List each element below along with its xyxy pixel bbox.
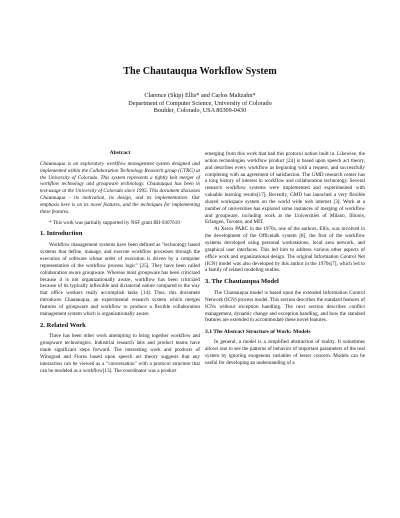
left-column xyxy=(40,150,200,374)
right-column xyxy=(205,151,365,366)
paper-title: The Chautauqua Workflow System xyxy=(123,66,277,77)
author-affiliation: Department of Computer Science, University of Colorado xyxy=(128,99,272,107)
subsection-heading-abstract-structure: 3.1 The Abstract Structure of Work: Models xyxy=(205,329,311,336)
abstract-body: Chautauqua is an exploratory workflow management system designed and implemented within the Collaboration Technology Research group (CTRG) at the University of Colorado. This system represents a tightly knit merger of workflow technology and groupware technology. Chautauqua has been in test-usage at the University of Colorado since 1995. This document discusses Chautauqua - its motivation, its design, and its implementation. Our emphasis here is on its novel features, and the techniques for implementing these features. xyxy=(40,160,200,215)
author-block xyxy=(0,92,400,115)
section-heading-chautauqua-model: 3. The Chautauqua Model xyxy=(205,278,279,286)
related-work-paragraph: There has been other work attempting to bring together workflow and groupware technologies. Industrial research labs and product teams have made significant steps forward. The interesting work and products of Winograd and Flores based upon speech act theory suggests that any interaction can be viewed as a "conversation" with a protocol structure that can be modeled as a workflow[13]. The coordinator was a product xyxy=(40,333,200,374)
funding-footnote: * This work was partially supported by NSF grant IRI-9307619 xyxy=(49,219,180,226)
author-names: Clarence (Skip) Ellis* and Carlos Maltzahn* xyxy=(144,92,256,99)
section-heading-introduction: 1. Introduction xyxy=(40,230,83,238)
abstract-structure-paragraph: In general, a model is a simplified abstraction of reality. It sometimes allows one to see the patterns of behavior of important parameters of the real system by ignoring exogenous variables of lesser concern. Models can be useful for developing an understanding of a xyxy=(205,339,365,366)
introduction-paragraph: Workflow management systems have been defined as "technology based systems that define, manage, and execute workflow processes through the execution of software whose order of execution is driven by a computer representation of the workflow process logic" [25]. They have been called collaboration aware groupware. Whereas most groupware has been criticized because it is not organizationally aware, workflow has been criticized because of its typically inflexible and dictatorial nature compared to the way that office workers really accomplish tasks [14]. Thus, this document introduces Chautauqua, an experimental research system which merges features of groupware and workflow to produce a flexible collaboration management system which is organizationally aware. xyxy=(40,242,200,317)
abstract-heading: Abstract xyxy=(109,150,131,156)
author-address: Boulder, Colorado, USA 80309-0430 xyxy=(153,107,247,115)
related-work-continuation: emerging from this work that had this protocol notion built in. Likewise, the action technologies workflow product [24] is based upon speech act theory, and describes every workflow as beginning with a request, and successfully completing with an agreement of satisfaction. The GMD research center has a long history of interest in workflow and collaboration technology. Several research workflow systems were implemented and experimented with valuable learning results[17]. Recently, GMD has launched a very flexible shared workspace system on the world wide web internet [3]. Work at a number of universities has explored some instances of merging of workflow and groupware, including work at the Universities of Milano, Illinois, Erlangen, Toronto, and MIT. xyxy=(205,151,365,226)
xerox-parc-paragraph: At Xerox PARC in the 1970s, one of the authors, Ellis, was involved in the development of the Officetalk system [8], the first of the workflow systems developed using personal workstations, local area network, and graphical user interfaces. This led him to address various other aspects of office work and organizational design. The original Information Control Net (ICN) model was also developed by this author in the 1970s[7], which led to a family of related modeling studies. xyxy=(205,226,365,274)
chautauqua-model-paragraph: The Chautauqua model is based upon the extended Information Control Network (ICN) process model. This section describes the standard features of ICNs without exception handling. The next section describes conflict management, dynamic change and exception handling, and how the standard features are extended to accommodate these novel features. xyxy=(205,290,365,324)
section-heading-related-work: 2. Related Work xyxy=(40,321,86,329)
